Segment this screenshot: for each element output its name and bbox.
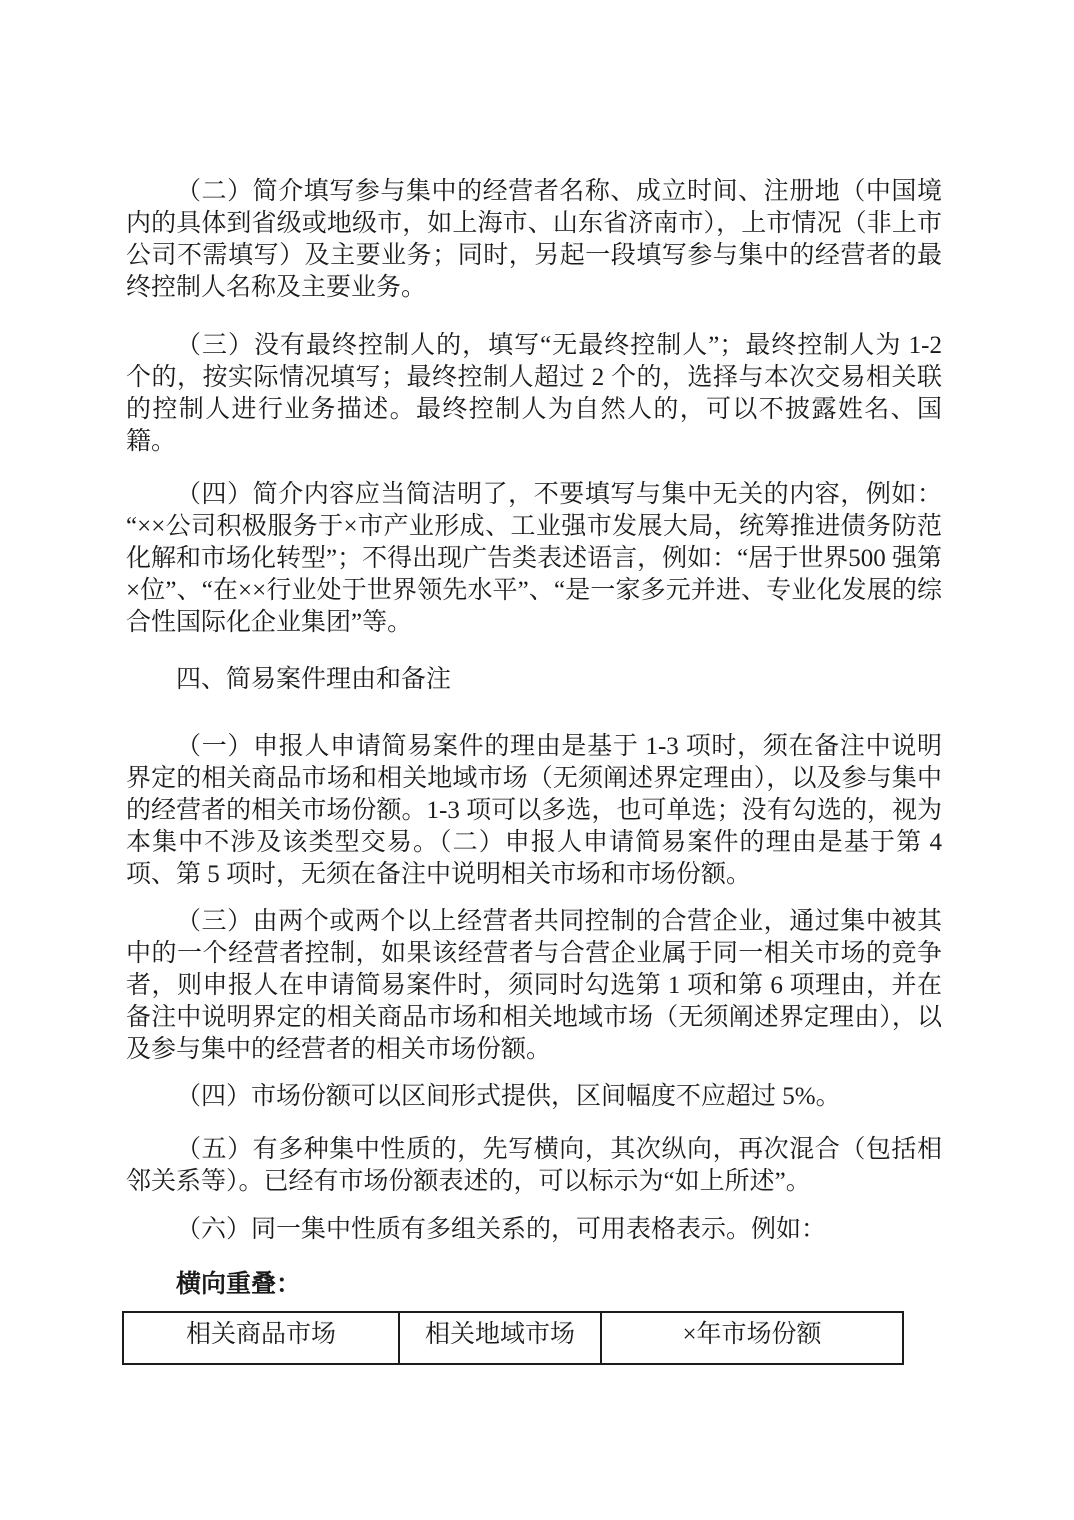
paragraph-table-usage: （六）同一集中性质有多组关系的，可用表格表示。例如： bbox=[176, 1216, 827, 1243]
section-heading-simple-case: 四、简易案件理由和备注 bbox=[176, 666, 452, 693]
document-content bbox=[126, 0, 942, 1365]
paragraph-ultimate-controller: （三）没有最终控制人的，填写“无最终控制人”；最终控制人为 1-2 个的，按实际情况填写；最终控制人超过 2 个的，选择与本次交易相关联的控制人进行业务描述。最终控制人为自然人的，可以不披露姓名、国籍。 bbox=[126, 332, 942, 455]
paragraph-brief-content-rules: （四）简介内容应当简洁明了，不要填写与集中无关的内容，例如：“××公司积极服务于×市产业形成、工业强市发展大局，统筹推进债务防范化解和市场化转型”；不得出现广告类表述语言，例如：“居于世界500 强第×位”、“在××行业处于世界领先水平”、“是一家多元并进、专业化发展的综合性国际化企业集团”等。 bbox=[126, 481, 942, 636]
table-header-market-share: ×年市场份额 bbox=[601, 1312, 903, 1364]
paragraph-market-share-range: （四）市场份额可以区间形式提供，区间幅度不应超过 5%。 bbox=[176, 1083, 841, 1110]
table-header-row bbox=[123, 1312, 903, 1364]
table-header-product-market: 相关商品市场 bbox=[123, 1312, 399, 1364]
paragraph-multiple-natures: （五）有多种集中性质的，先写横向，其次纵向，再次混合（包括相邻关系等）。已经有市场份额表述的，可以标示为“如上所述”。 bbox=[126, 1136, 942, 1195]
paragraph-operator-brief: （二）简介填写参与集中的经营者名称、成立时间、注册地（中国境内的具体到省级或地级市，如上海市、山东省济南市），上市情况（非上市公司不需填写）及主要业务；同时，另起一段填写参与集中的经营者的最终控制人名称及主要业务。 bbox=[126, 178, 942, 301]
table-caption-horizontal-overlap: 横向重叠： bbox=[176, 1270, 302, 1298]
horizontal-overlap-example-table bbox=[122, 1311, 904, 1365]
paragraph-reason-items-1-3: （一）申报人申请简易案件的理由是基于 1-3 项时，须在备注中说明界定的相关商品市场和相关地域市场（无须阐述界定理由），以及参与集中的经营者的相关市场份额。1-3 项可以多选，也可单选；没有勾选的，视为本集中不涉及该类型交易。（二）申报人申请简易案件的理由是基于第 4 项、第 5 项时，无须在备注中说明相关市场和市场份额。 bbox=[126, 733, 942, 888]
paragraph-joint-venture: （三）由两个或两个以上经营者共同控制的合营企业，通过集中被其中的一个经营者控制，如果该经营者与合营企业属于同一相关市场的竞争者，则申报人在申请简易案件时，须同时勾选第 1 项和第 6 项理由，并在备注中说明界定的相关商品市场和相关地域市场（无须阐述界定理由），以及参与集中的经营者的相关市场份额。 bbox=[126, 908, 942, 1063]
table-header-geographic-market: 相关地域市场 bbox=[399, 1312, 601, 1364]
